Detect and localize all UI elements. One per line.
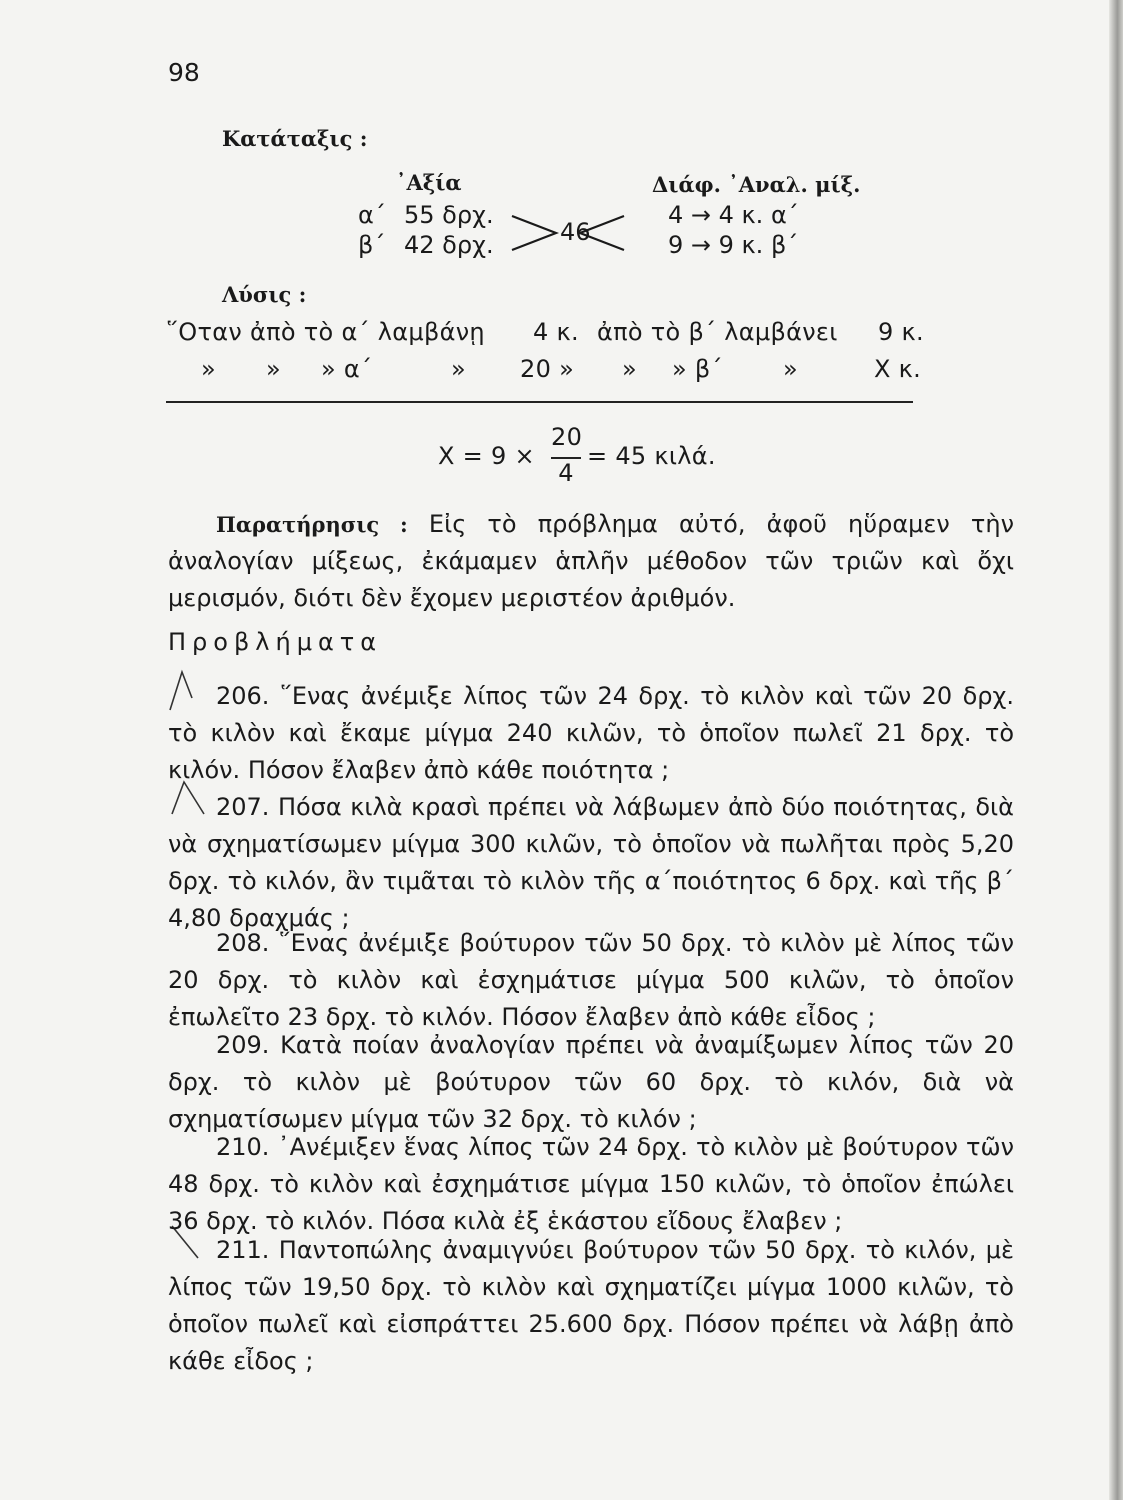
difference-column-header: Διάφ. ᾿Αναλ. μίξ. [652,172,861,197]
ditto-mark-3: » α΄ [321,355,373,383]
problems-heading: Προβλήματα [168,628,383,656]
problem-210: 210. ᾿Ανέμιξεν ἕνας λίπος τῶν 24 δρχ. τὸ κιλὸν μὲ βούτυρον τῶν 48 δρχ. τὸ κιλὸν καὶ ἐσχημάτισε μίγμα 150 κιλῶν, τὸ ὁποῖον ἐπώλει 36 δρχ. τὸ κιλόν. Πόσα κιλὰ ἐξ ἑκάστου εἴδους ἔλαβεν ; [168,1133,1014,1235]
page-edge-shadow [1109,0,1123,1500]
observation-text: Εἰς τὸ πρόβλημα αὐτό, ἀφοῦ ηὕραμεν τὴν ἀναλογίαν μίξεως, ἐκάμαμεν ἁπλῆν μέθοδον τῶν τριῶν καὶ ὄχι μερισμόν, διότι δὲν ἔχομεν μεριστέον ἀριθμόν. [168,510,1014,612]
greater-than-arrow [512,216,556,250]
problem-211: 211. Παντοπώλης ἀναμιγνύει βούτυρον τῶν 50 δρχ. τὸ κιλόν, μὲ λίπος τῶν 19,50 δρχ. τὸ κιλὸν καὶ σχηματίζει μίγμα 1000 κιλῶν, τὸ ὁποῖον πωλεῖ καὶ εἰσπράττει 25.600 δρχ. Πόσον πρέπει νὰ λάβῃ ἀπὸ κάθε εἶδος ; [168,1236,1014,1375]
problem-207: 207. Πόσα κιλὰ κρασὶ πρέπει νὰ λάβωμεν ἀπὸ δύο ποιότητας, διὰ νὰ σχηματίσωμεν μίγμα 300 κιλῶν, τὸ ὁποῖον νὰ πωλῆται πρὸς 5,20 δρχ. τὸ κιλόν, ἂν τιμᾶται τὸ κιλὸν τῆς α΄ποιότητος 6 δρχ. καὶ τῆς β΄ 4,80 δραχμάς ; [168,793,1014,932]
row-b-result: 9 → 9 κ. β΄ [668,231,799,259]
solution-line1-start: ῞Οταν ἀπὸ τὸ α΄ λαμβάνῃ [166,318,485,346]
horizontal-rule [166,401,913,403]
solution-line2-amount-a: 20 » [520,355,575,383]
equation-lhs: Χ = 9 × [438,442,535,470]
row-a-result: 4 → 4 κ. α΄ [668,201,799,229]
solution-line2-unknown: Χ κ. [874,355,922,383]
solution-line1-amount-b: 9 κ. [878,318,924,346]
equation-rhs: = 45 κιλά. [587,442,716,470]
fraction-denominator: 4 [558,459,574,487]
problem-209: 209. Κατὰ ποίαν ἀναλογίαν πρέπει νὰ ἀναμίξωμεν λίπος τῶν 20 δρχ. τὸ κιλὸν μὲ βούτυρον τῶν 60 δρχ. τὸ κιλόν, διὰ νὰ σχηματίσωμεν μίγμα τῶν 32 δρχ. τὸ κιλόν ; [168,1031,1014,1133]
problem-208: 208. ῞Ενας ἀνέμιξε βούτυρον τῶν 50 δρχ. τὸ κιλὸν μὲ λίπος τῶν 20 δρχ. τὸ κιλὸν καὶ ἐσχημάτισε μίγμα 500 κιλῶν, τὸ ὁποῖον ἐπωλεῖτο 23 δρχ. τὸ κιλόν. Πόσον ἔλαβεν ἀπὸ κάθε εἶδος ; [168,929,1014,1031]
ditto-mark-7: » [783,355,798,383]
row-a-value: 55 δρχ. [404,201,494,229]
problem-206: 206. ῞Ενας ἀνέμιξε λίπος τῶν 24 δρχ. τὸ κιλὸν καὶ τῶν 20 δρχ. τὸ κιλὸν καὶ ἔκαμε μίγμα 240 κιλῶν, τὸ ὁποῖον πωλεῖ 21 δρχ. τὸ κιλόν. Πόσον ἔλαβεν ἀπὸ κάθε ποιότητα ; [168,682,1014,784]
fraction-numerator: 20 [551,423,583,451]
solution-line1-amount-a: 4 κ. [533,318,579,346]
value-column-header: ᾿Αξία [396,170,462,195]
row-b-value: 42 δρχ. [404,231,494,259]
solution-line1-middle: ἀπὸ τὸ β΄ λαμβάνει [597,318,838,346]
row-a-label: α΄ [358,201,386,229]
ditto-mark-6: » β΄ [672,355,723,383]
solution-heading: Λύσις : [222,282,307,307]
ditto-mark-5: » [622,355,637,383]
ditto-mark-4: » [451,355,466,383]
observation-paragraph [168,506,1014,617]
cross-arrows-diagram [506,204,681,264]
ditto-mark-2: » [266,355,281,383]
arrangement-heading: Κατάταξις : [222,126,368,151]
ditto-mark-1: » [201,355,216,383]
mix-price: 46 [560,218,591,246]
page-number: 98 [168,58,200,87]
observation-label: Παρατήρησις : [216,512,408,537]
row-b-label: β΄ [358,231,386,259]
